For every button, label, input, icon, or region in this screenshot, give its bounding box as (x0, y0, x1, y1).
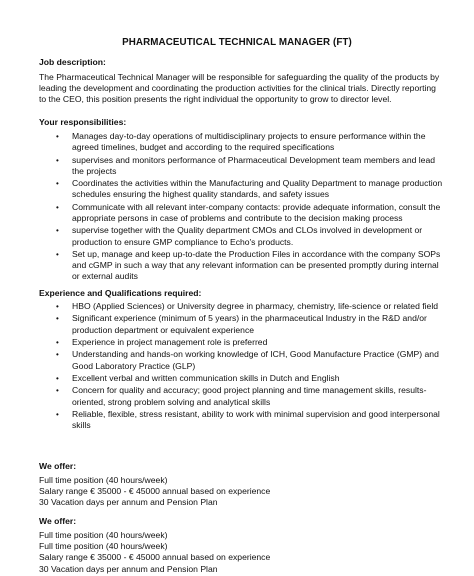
offer-block-repeat (39, 530, 270, 575)
offer-line: Salary range € 35000 - € 45000 annual based on experience (39, 552, 271, 563)
bullet-icon: • (56, 179, 59, 189)
list-item: • HBO (Applied Sciences) or University degree in pharmacy, chemistry, life-science or related field (56, 301, 439, 311)
job-description-heading: Job description: (39, 57, 106, 67)
list-item: • supervise together with the Quality department CMOs and CLOs involved in development or production to ensure GMP compliance to Echo's products. (56, 225, 423, 247)
offer-heading: We offer: (39, 461, 77, 471)
bullet-icon: • (56, 373, 59, 383)
qualifications-list (56, 301, 446, 433)
offer-line: Full time position (40 hours/week) (39, 541, 168, 552)
offer-line: 30 Vacation days per annum and Pension Plan (39, 497, 218, 508)
document-title: PHARMACEUTICAL TECHNICAL MANAGER (FT) (122, 37, 352, 48)
bullet-icon: • (56, 386, 59, 396)
bullet-icon: • (56, 337, 59, 347)
qualifications-heading: Experience and Qualifications required: (39, 288, 202, 298)
bullet-icon: • (56, 314, 59, 324)
bullet-icon: • (56, 350, 59, 360)
offer-heading-repeat: We offer: (39, 516, 77, 526)
bullet-icon: • (56, 202, 59, 212)
bullet-icon: • (56, 409, 59, 419)
offer-line: 30 Vacation days per annum and Pension Plan (39, 563, 218, 574)
list-item: • Manages day-to-day operations of multidisciplinary projects to ensure performance within the agreed timelines, budget and according to the required specifications (56, 131, 426, 153)
offer-block (39, 475, 270, 509)
bullet-icon: • (56, 155, 59, 165)
responsibilities-heading: Your responsibilities: (39, 117, 127, 127)
list-item: • Reliable, flexible, stress resistant, ability to work with minimal supervision and good interpersonal skills (56, 408, 440, 431)
list-item: • Concern for quality and accuracy; good project planning and time management skills, results-oriented, strong problem solving and analytical skills (56, 385, 427, 407)
bullet-icon: • (56, 302, 59, 311)
bullet-icon: • (56, 132, 59, 141)
list-item: • Coordinates the activities within the Manufacturing and Quality Department to manage production schedules ensuring the highest quality standards, and safety issues (56, 178, 443, 200)
responsibilities-list (56, 131, 446, 284)
bullet-icon: • (56, 226, 59, 236)
list-item: • Experience in project management role is preferred (56, 336, 268, 347)
offer-line: Full time position (40 hours/week) (39, 475, 168, 485)
list-item: • Significant experience (minimum of 5 years) in the pharmaceutical Industry in the R&D and/or production department or equivalent experience (56, 313, 427, 335)
list-item: • Communicate with all relevant inter-company contacts: provide adequate information, consult the appropriate persons in case of problems and contribute to the decision making process (56, 201, 441, 223)
offer-line: Salary range € 35000 - € 45000 annual based on experience (39, 486, 271, 497)
list-item: • Excellent verbal and written communication skills in Dutch and English (56, 372, 340, 383)
list-item: • Set up, manage and keep up-to-date the Production Files in accordance with the company SOPs and cGMP in such a way that any relevant information can be presented promptly during internal or external audits (56, 248, 441, 282)
job-description-text: The Pharmaceutical Technical Manager will be responsible for safeguarding the quality of the products by leading the development and coordinating the production activities for the clinical trials. Directly reporting to the CEO, this position presents the right individual the opportunity to grow to director level. (39, 72, 440, 105)
offer-line: Full time position (40 hours/week) (39, 530, 168, 540)
list-item: • supervises and monitors performance of Pharmaceutical Development team members and lead the projects (56, 154, 436, 176)
list-item: • Understanding and hands-on working knowledge of ICH, Good Manufacture Practice (GMP) and Good Laboratory Practice (GLP) (56, 349, 439, 371)
bullet-icon: • (56, 249, 59, 259)
